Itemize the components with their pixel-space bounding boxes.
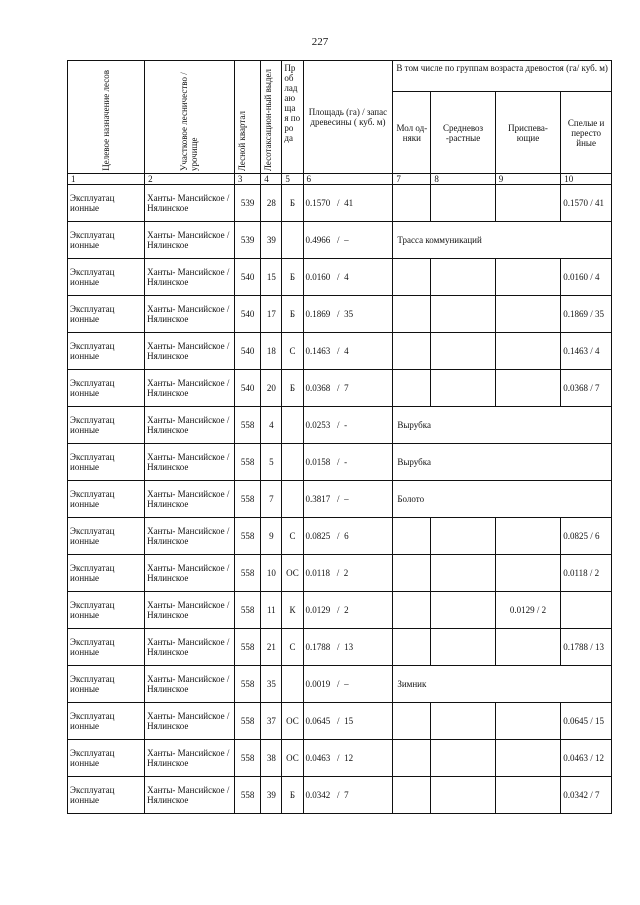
cell-species: Б: [282, 259, 303, 296]
cell-plot: 17: [261, 296, 282, 333]
stock-value: -: [344, 420, 348, 430]
cell-purpose: Эксплуатац ионные: [68, 555, 145, 592]
cell-plot: 35: [261, 666, 282, 703]
column-number-row: [68, 174, 612, 185]
cell-district: Ханты- Мансийское / Нялинское: [145, 481, 235, 518]
cell-species: [282, 222, 303, 259]
cell-quarter: 540: [234, 259, 260, 296]
cell-premature: [495, 185, 560, 222]
header-area: Площадь (га) / запас древесины ( куб. м): [303, 61, 393, 174]
cell-species: Б: [282, 296, 303, 333]
stock-value: -: [344, 457, 348, 467]
cell-young: [393, 555, 431, 592]
cell-district: Ханты- Мансийское / Нялинское: [145, 444, 235, 481]
cell-purpose: Эксплуатац ионные: [68, 777, 145, 814]
cell-area-stock: 0.1788 / 13: [303, 629, 393, 666]
cell-area-stock: 0.0342 / 7: [303, 777, 393, 814]
area-value: 0.0342: [305, 790, 331, 800]
cell-mature: 0.0368 / 7: [561, 370, 612, 407]
area-value: 0.0019: [305, 679, 331, 689]
cell-purpose: Эксплуатац ионные: [68, 592, 145, 629]
cell-area-stock: 0.0160 / 4: [303, 259, 393, 296]
cell-district: Ханты- Мансийское / Нялинское: [145, 185, 235, 222]
cell-premature: [495, 333, 560, 370]
cell-premature: [495, 370, 560, 407]
table-row: [68, 629, 612, 666]
cell-species: ОС: [282, 555, 303, 592]
cell-district: Ханты- Мансийское / Нялинское: [145, 259, 235, 296]
cell-purpose: Эксплуатац ионные: [68, 296, 145, 333]
cell-young: [393, 592, 431, 629]
table-row: [68, 518, 612, 555]
cell-species: Б: [282, 185, 303, 222]
cell-district: Ханты- Мансийское / Нялинское: [145, 407, 235, 444]
cell-quarter: 539: [234, 222, 260, 259]
cell-area-stock: 0.0019 / –: [303, 666, 393, 703]
area-value: 0.0253: [305, 420, 331, 430]
cell-species: [282, 444, 303, 481]
cell-middle-aged: [431, 777, 495, 814]
cell-middle-aged: [431, 703, 495, 740]
cell-premature: [495, 296, 560, 333]
cell-quarter: 540: [234, 370, 260, 407]
cell-middle-aged: [431, 370, 495, 407]
header-mature: Спелые и пересто йные: [561, 92, 612, 174]
area-value: 0.0368: [305, 383, 331, 393]
forest-plots-table: [67, 60, 612, 814]
cell-plot: 15: [261, 259, 282, 296]
cell-species: ОС: [282, 703, 303, 740]
area-value: 0.0118: [305, 568, 330, 578]
table-row: [68, 740, 612, 777]
cell-purpose: Эксплуатац ионные: [68, 259, 145, 296]
cell-quarter: 540: [234, 333, 260, 370]
cell-note: Болото: [393, 481, 612, 518]
cell-young: [393, 185, 431, 222]
cell-mature: 0.0825 / 6: [561, 518, 612, 555]
cell-purpose: Эксплуатац ионные: [68, 370, 145, 407]
table-row: [68, 407, 612, 444]
cell-premature: [495, 518, 560, 555]
header-age-groups: В том числе по группам возраста древостоя (га/ куб. м): [393, 61, 612, 92]
header-purpose: Целевое назначение лесов: [68, 61, 145, 174]
table-row: [68, 666, 612, 703]
cell-middle-aged: [431, 185, 495, 222]
cell-species: [282, 666, 303, 703]
cell-area-stock: 0.0118 / 2: [303, 555, 393, 592]
cell-mature: 0.1788 / 13: [561, 629, 612, 666]
cell-area-stock: 0.0253 / -: [303, 407, 393, 444]
cell-quarter: 558: [234, 703, 260, 740]
table-row: [68, 481, 612, 518]
column-number: 10: [561, 174, 612, 185]
cell-quarter: 539: [234, 185, 260, 222]
cell-purpose: Эксплуатац ионные: [68, 703, 145, 740]
cell-plot: 7: [261, 481, 282, 518]
cell-purpose: Эксплуатац ионные: [68, 185, 145, 222]
cell-plot: 11: [261, 592, 282, 629]
table-row: [68, 222, 612, 259]
cell-plot: 5: [261, 444, 282, 481]
cell-district: Ханты- Мансийское / Нялинское: [145, 370, 235, 407]
table-row: [68, 777, 612, 814]
stock-value: 4: [344, 346, 349, 356]
cell-plot: 37: [261, 703, 282, 740]
column-number: 2: [145, 174, 235, 185]
cell-quarter: 558: [234, 666, 260, 703]
cell-district: Ханты- Мансийское / Нялинское: [145, 333, 235, 370]
column-number: 6: [303, 174, 393, 185]
cell-purpose: Эксплуатац ионные: [68, 666, 145, 703]
column-number: 7: [393, 174, 431, 185]
cell-species: К: [282, 592, 303, 629]
header-quarter: Лесной квартал: [234, 61, 260, 174]
column-number: 1: [68, 174, 145, 185]
cell-young: [393, 703, 431, 740]
area-value: 0.0825: [305, 531, 331, 541]
cell-species: ОС: [282, 740, 303, 777]
cell-middle-aged: [431, 555, 495, 592]
cell-young: [393, 296, 431, 333]
table-row: [68, 703, 612, 740]
cell-plot: 21: [261, 629, 282, 666]
cell-purpose: Эксплуатац ионные: [68, 740, 145, 777]
cell-premature: 0.0129 / 2: [495, 592, 560, 629]
header-young: Мол од- няки: [393, 92, 431, 174]
cell-middle-aged: [431, 518, 495, 555]
cell-district: Ханты- Мансийское / Нялинское: [145, 518, 235, 555]
area-value: 0.1788: [305, 642, 331, 652]
cell-plot: 10: [261, 555, 282, 592]
cell-plot: 39: [261, 222, 282, 259]
table-row: [68, 296, 612, 333]
area-value: 0.1463: [305, 346, 331, 356]
cell-quarter: 558: [234, 777, 260, 814]
cell-quarter: 558: [234, 518, 260, 555]
cell-middle-aged: [431, 629, 495, 666]
cell-premature: [495, 740, 560, 777]
cell-area-stock: 0.4966 / –: [303, 222, 393, 259]
area-value: 0.0645: [305, 716, 331, 726]
cell-district: Ханты- Мансийское / Нялинское: [145, 555, 235, 592]
cell-mature: 0.0160 / 4: [561, 259, 612, 296]
cell-quarter: 558: [234, 555, 260, 592]
cell-premature: [495, 777, 560, 814]
cell-species: С: [282, 629, 303, 666]
area-value: 0.0463: [305, 753, 331, 763]
stock-value: –: [344, 679, 349, 689]
cell-plot: 9: [261, 518, 282, 555]
cell-area-stock: 0.0463 / 12: [303, 740, 393, 777]
cell-purpose: Эксплуатац ионные: [68, 222, 145, 259]
cell-district: Ханты- Мансийское / Нялинское: [145, 740, 235, 777]
cell-area-stock: 0.1869 / 35: [303, 296, 393, 333]
cell-area-stock: 0.0825 / 6: [303, 518, 393, 555]
area-value: 0.3817: [305, 494, 331, 504]
cell-mature: 0.1869 / 35: [561, 296, 612, 333]
cell-district: Ханты- Мансийское / Нялинское: [145, 777, 235, 814]
cell-young: [393, 333, 431, 370]
area-value: 0.1570: [305, 198, 331, 208]
area-value: 0.0158: [305, 457, 331, 467]
cell-premature: [495, 555, 560, 592]
cell-quarter: 558: [234, 407, 260, 444]
table-row: [68, 333, 612, 370]
header-plot: Лесотаксацион-ный выдел: [261, 61, 282, 174]
cell-note: Трасса коммуникаций: [393, 222, 612, 259]
area-value: 0.0129: [305, 605, 331, 615]
cell-middle-aged: [431, 296, 495, 333]
column-number: 4: [261, 174, 282, 185]
cell-premature: [495, 629, 560, 666]
area-value: 0.1869: [305, 309, 331, 319]
cell-plot: 28: [261, 185, 282, 222]
area-value: 0.4966: [305, 235, 331, 245]
cell-mature: 0.0118 / 2: [561, 555, 612, 592]
cell-note: Вырубка: [393, 444, 612, 481]
cell-district: Ханты- Мансийское / Нялинское: [145, 296, 235, 333]
stock-value: 7: [344, 790, 349, 800]
cell-species: Б: [282, 370, 303, 407]
cell-area-stock: 0.0645 / 15: [303, 703, 393, 740]
stock-value: 7: [344, 383, 349, 393]
header-row-top: [68, 61, 612, 92]
cell-purpose: Эксплуатац ионные: [68, 629, 145, 666]
cell-plot: 4: [261, 407, 282, 444]
cell-species: [282, 407, 303, 444]
cell-mature: 0.1463 / 4: [561, 333, 612, 370]
cell-middle-aged: [431, 259, 495, 296]
stock-value: 2: [343, 568, 349, 578]
cell-young: [393, 518, 431, 555]
table-row: [68, 555, 612, 592]
cell-area-stock: 0.0368 / 7: [303, 370, 393, 407]
cell-mature: 0.0342 / 7: [561, 777, 612, 814]
area-value: 0.0160: [305, 272, 331, 282]
stock-value: 6: [344, 531, 349, 541]
cell-quarter: 540: [234, 296, 260, 333]
cell-young: [393, 259, 431, 296]
cell-plot: 39: [261, 777, 282, 814]
header-middle-aged: Средневоз -растные: [431, 92, 495, 174]
cell-mature: [561, 592, 612, 629]
stock-value: –: [344, 494, 349, 504]
cell-young: [393, 777, 431, 814]
header-district: Участковое лесничество / урочище: [145, 61, 235, 174]
cell-mature: 0.0463 / 12: [561, 740, 612, 777]
cell-purpose: Эксплуатац ионные: [68, 407, 145, 444]
column-number: 8: [431, 174, 495, 185]
header-premature: Приспева- ющие: [495, 92, 560, 174]
cell-note: Зимник: [393, 666, 612, 703]
column-number: 3: [234, 174, 260, 185]
cell-area-stock: 0.1570 / 41: [303, 185, 393, 222]
cell-middle-aged: [431, 740, 495, 777]
cell-district: Ханты- Мансийское / Нялинское: [145, 703, 235, 740]
stock-value: 35: [344, 309, 354, 319]
table-row: [68, 592, 612, 629]
cell-area-stock: 0.0158 / -: [303, 444, 393, 481]
cell-species: [282, 481, 303, 518]
cell-quarter: 558: [234, 740, 260, 777]
cell-purpose: Эксплуатац ионные: [68, 444, 145, 481]
stock-value: 13: [344, 642, 354, 652]
stock-value: 2: [344, 605, 349, 615]
cell-note: Вырубка: [393, 407, 612, 444]
table-row: [68, 444, 612, 481]
stock-value: 4: [344, 272, 349, 282]
cell-mature: 0.0645 / 15: [561, 703, 612, 740]
header-species: Пр об лад аю щa я по ро да: [282, 61, 303, 174]
stock-value: 15: [344, 716, 354, 726]
cell-district: Ханты- Мансийское / Нялинское: [145, 222, 235, 259]
cell-district: Ханты- Мансийское / Нялинское: [145, 629, 235, 666]
table-row: [68, 370, 612, 407]
cell-species: С: [282, 333, 303, 370]
cell-plot: 18: [261, 333, 282, 370]
cell-premature: [495, 703, 560, 740]
page-number: 227: [311, 36, 329, 48]
cell-purpose: Эксплуатац ионные: [68, 481, 145, 518]
cell-young: [393, 740, 431, 777]
cell-area-stock: 0.3817 / –: [303, 481, 393, 518]
cell-young: [393, 629, 431, 666]
cell-district: Ханты- Мансийское / Нялинское: [145, 666, 235, 703]
cell-plot: 38: [261, 740, 282, 777]
cell-area-stock: 0.1463 / 4: [303, 333, 393, 370]
cell-quarter: 558: [234, 629, 260, 666]
cell-species: С: [282, 518, 303, 555]
stock-value: –: [344, 235, 349, 245]
cell-middle-aged: [431, 592, 495, 629]
cell-premature: [495, 259, 560, 296]
table-row: [68, 259, 612, 296]
cell-quarter: 558: [234, 592, 260, 629]
cell-species: Б: [282, 777, 303, 814]
cell-purpose: Эксплуатац ионные: [68, 518, 145, 555]
cell-mature: 0.1570 / 41: [561, 185, 612, 222]
column-number: 9: [495, 174, 560, 185]
cell-middle-aged: [431, 333, 495, 370]
cell-area-stock: 0.0129 / 2: [303, 592, 393, 629]
stock-value: 41: [344, 198, 354, 208]
cell-young: [393, 370, 431, 407]
cell-plot: 20: [261, 370, 282, 407]
cell-purpose: Эксплуатац ионные: [68, 333, 145, 370]
cell-district: Ханты- Мансийское / Нялинское: [145, 592, 235, 629]
cell-quarter: 558: [234, 444, 260, 481]
table-row: [68, 185, 612, 222]
stock-value: 12: [344, 753, 354, 763]
column-number: 5: [282, 174, 303, 185]
cell-quarter: 558: [234, 481, 260, 518]
